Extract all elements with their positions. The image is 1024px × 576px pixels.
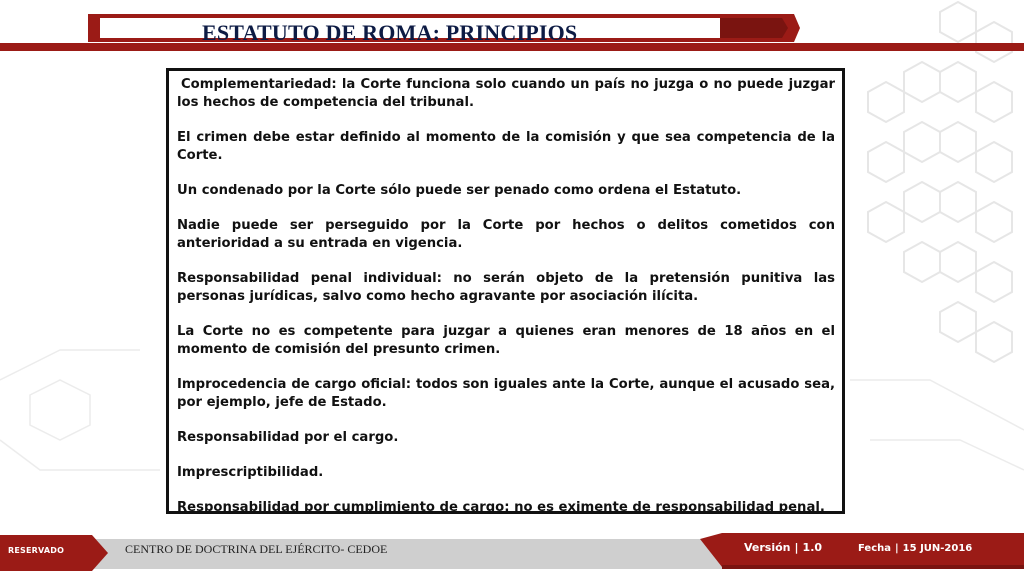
principle-responsabilidad-individual: Responsabilidad penal individual: no serán objeto de la pretensión punitiva las personas jurídicas, salvo como hecho agravante por asociación ilícita. xyxy=(177,271,835,304)
principle-crimen-definido: El crimen debe estar definido al momento de la comisión y que sea competencia de la Corte. xyxy=(177,130,835,163)
date-label: Fecha xyxy=(858,543,892,554)
principle-irretroactividad: Nadie puede ser perseguido por la Corte por hechos o delitos cometidos con anterioridad a su entrada en vigencia. xyxy=(177,218,835,251)
version-info xyxy=(744,541,822,554)
date-value: 15 JUN-2016 xyxy=(902,543,973,554)
principle-complementariedad: Complementariedad: la Corte funciona solo cuando un país no juzga o no puede juzgar los hechos de competencia del tribunal. xyxy=(177,77,835,110)
principle-cargo-oficial: Improcedencia de cargo oficial: todos son iguales ante la Corte, aunque el acusado sea, por ejemplo, jefe de Estado. xyxy=(177,377,835,410)
principle-imprescriptibilidad: Imprescriptibilidad. xyxy=(177,465,324,480)
principle-cumplimiento-cargo: Responsabilidad por cumplimiento de cargo: no es eximente de responsabilidad penal. xyxy=(177,500,825,515)
date-separator: | xyxy=(895,543,899,554)
page-title: ESTATUTO DE ROMA: PRINCIPIOS xyxy=(202,20,578,45)
version-separator: | xyxy=(794,541,799,554)
principle-pena-estatuto: Un condenado por la Corte sólo puede ser penado como ordena el Estatuto. xyxy=(177,183,742,198)
principle-menores: La Corte no es competente para juzgar a quienes eran menores de 18 años en el momento de comisión del presunto crimen. xyxy=(177,324,835,357)
classification-label: RESERVADO xyxy=(8,546,65,555)
principle-responsabilidad-cargo: Responsabilidad por el cargo. xyxy=(177,430,399,445)
version-value: 1.0 xyxy=(802,541,823,554)
date-info xyxy=(858,543,972,554)
principles-list xyxy=(177,76,835,517)
version-label: Versión xyxy=(744,541,791,554)
organization-name: CENTRO DE DOCTRINA DEL EJÉRCITO- CEDOE xyxy=(125,542,388,556)
principles-box xyxy=(166,68,845,514)
